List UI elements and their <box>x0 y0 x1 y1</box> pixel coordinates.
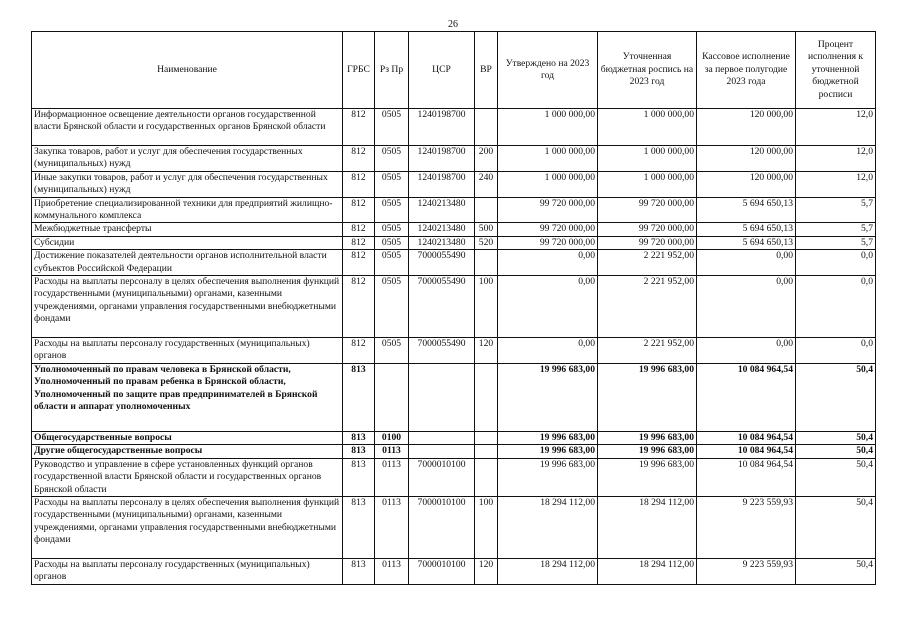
cell-refined: 2 221 952,00 <box>598 250 697 276</box>
cell-name: Расходы на выплаты персоналу в целях обеспечения выполнения функций государственными (муниципальными) органами, казенными учреждениями, органами управления государственными внебюджетными фондами <box>32 276 343 338</box>
cell-grbs: 812 <box>343 250 375 276</box>
cell-csr: 7000010100 <box>409 496 475 558</box>
cell-refined: 19 996 683,00 <box>598 458 697 496</box>
table-row <box>32 109 876 146</box>
cell-name: Руководство и управление в сфере установленных функций органов государственной власти Брянской области и государственных органов Брянской области <box>32 458 343 496</box>
cell-approved: 0,00 <box>498 338 598 364</box>
cell-percent: 50,4 <box>796 558 876 584</box>
cell-percent: 50,4 <box>796 445 876 458</box>
cell-refined: 2 221 952,00 <box>598 338 697 364</box>
cell-vr: 200 <box>475 146 498 172</box>
cell-cash: 9 223 559,93 <box>697 558 796 584</box>
table-row <box>32 496 876 558</box>
cell-percent: 0,0 <box>796 250 876 276</box>
table-row <box>32 445 876 458</box>
cell-cash: 10 084 964,54 <box>697 458 796 496</box>
cell-csr <box>409 363 475 431</box>
cell-percent: 0,0 <box>796 338 876 364</box>
table-row <box>32 458 876 496</box>
cell-rzpr: 0505 <box>375 250 409 276</box>
cell-approved: 1 000 000,00 <box>498 171 598 197</box>
cell-csr: 1240198700 <box>409 146 475 172</box>
cell-approved: 18 294 112,00 <box>498 496 598 558</box>
cell-grbs: 812 <box>343 197 375 223</box>
cell-percent: 12,0 <box>796 109 876 146</box>
header-grbs: ГРБС <box>343 32 375 109</box>
cell-percent: 50,4 <box>796 458 876 496</box>
cell-cash: 120 000,00 <box>697 146 796 172</box>
header-name: Наименование <box>32 32 343 109</box>
cell-name: Расходы на выплаты персоналу в целях обеспечения выполнения функций государственными (муниципальными) органами, казенными учреждениями, органами управления государственными внебюджетными фондами <box>32 496 343 558</box>
cell-approved: 19 996 683,00 <box>498 431 598 444</box>
cell-vr: 100 <box>475 496 498 558</box>
cell-rzpr: 0505 <box>375 171 409 197</box>
cell-rzpr: 0113 <box>375 558 409 584</box>
cell-csr: 7000010100 <box>409 558 475 584</box>
table-row <box>32 363 876 431</box>
cell-approved: 18 294 112,00 <box>498 558 598 584</box>
cell-percent: 5,7 <box>796 236 876 249</box>
cell-name: Субсидии <box>32 236 343 249</box>
cell-vr: 520 <box>475 236 498 249</box>
cell-rzpr: 0113 <box>375 458 409 496</box>
cell-name: Межбюджетные трансферты <box>32 223 343 236</box>
cell-approved: 0,00 <box>498 250 598 276</box>
cell-cash: 0,00 <box>697 250 796 276</box>
table-row <box>32 250 876 276</box>
cell-grbs: 813 <box>343 445 375 458</box>
cell-vr <box>475 250 498 276</box>
cell-cash: 5 694 650,13 <box>697 197 796 223</box>
cell-approved: 19 996 683,00 <box>498 363 598 431</box>
cell-rzpr: 0113 <box>375 496 409 558</box>
cell-percent: 12,0 <box>796 171 876 197</box>
cell-csr <box>409 431 475 444</box>
cell-rzpr: 0505 <box>375 236 409 249</box>
cell-vr <box>475 109 498 146</box>
cell-rzpr: 0100 <box>375 431 409 444</box>
cell-refined: 2 221 952,00 <box>598 276 697 338</box>
cell-approved: 1 000 000,00 <box>498 109 598 146</box>
cell-name: Информационное освещение деятельности органов государственной власти Брянской области и государственных органов Брянской области <box>32 109 343 146</box>
cell-refined: 18 294 112,00 <box>598 496 697 558</box>
cell-approved: 1 000 000,00 <box>498 146 598 172</box>
cell-cash: 10 084 964,54 <box>697 363 796 431</box>
table-row <box>32 197 876 223</box>
cell-percent: 50,4 <box>796 363 876 431</box>
cell-name: Общегосударственные вопросы <box>32 431 343 444</box>
cell-vr <box>475 197 498 223</box>
cell-vr: 500 <box>475 223 498 236</box>
cell-rzpr <box>375 363 409 431</box>
cell-csr: 1240213480 <box>409 236 475 249</box>
cell-approved: 99 720 000,00 <box>498 197 598 223</box>
cell-vr: 120 <box>475 338 498 364</box>
cell-csr: 1240198700 <box>409 171 475 197</box>
cell-name: Приобретение специализированной техники для предприятий жилищно-коммунального комплекса <box>32 197 343 223</box>
cell-cash: 0,00 <box>697 276 796 338</box>
header-percent: Процент исполнения к уточненной бюджетной росписи <box>796 32 876 109</box>
table-row <box>32 558 876 584</box>
cell-grbs: 812 <box>343 338 375 364</box>
cell-cash: 10 084 964,54 <box>697 445 796 458</box>
cell-name: Закупка товаров, работ и услуг для обеспечения государственных (муниципальных) нужд <box>32 146 343 172</box>
header-row <box>32 32 876 109</box>
cell-approved: 0,00 <box>498 276 598 338</box>
table-row <box>32 146 876 172</box>
cell-grbs: 812 <box>343 109 375 146</box>
cell-grbs: 813 <box>343 458 375 496</box>
table-row <box>32 171 876 197</box>
cell-vr <box>475 458 498 496</box>
cell-name: Расходы на выплаты персоналу государственных (муниципальных) органов <box>32 338 343 364</box>
cell-percent: 0,0 <box>796 276 876 338</box>
table-row <box>32 236 876 249</box>
header-cash: Кассовое исполнение за первое полугодие 2023 года <box>697 32 796 109</box>
cell-percent: 5,7 <box>796 197 876 223</box>
cell-cash: 120 000,00 <box>697 171 796 197</box>
cell-cash: 120 000,00 <box>697 109 796 146</box>
cell-vr: 240 <box>475 171 498 197</box>
cell-grbs: 812 <box>343 276 375 338</box>
cell-refined: 99 720 000,00 <box>598 223 697 236</box>
cell-name: Иные закупки товаров, работ и услуг для обеспечения государственных (муниципальных) нужд <box>32 171 343 197</box>
cell-refined: 99 720 000,00 <box>598 236 697 249</box>
cell-csr: 7000055490 <box>409 338 475 364</box>
header-vr: ВР <box>475 32 498 109</box>
cell-name: Достижение показателей деятельности органов исполнительной власти субъектов Российской Федерации <box>32 250 343 276</box>
cell-name: Уполномоченный по правам человека в Брянской области, Уполномоченный по правам ребенка в Брянской области, Уполномоченный по защите прав предпринимателей в Брянской области и аппарат уполномоченных <box>32 363 343 431</box>
cell-rzpr: 0113 <box>375 445 409 458</box>
cell-cash: 10 084 964,54 <box>697 431 796 444</box>
cell-cash: 9 223 559,93 <box>697 496 796 558</box>
cell-cash: 5 694 650,13 <box>697 236 796 249</box>
cell-refined: 1 000 000,00 <box>598 109 697 146</box>
cell-percent: 50,4 <box>796 496 876 558</box>
cell-cash: 0,00 <box>697 338 796 364</box>
cell-vr <box>475 363 498 431</box>
header-rzpr: Рз Пр <box>375 32 409 109</box>
cell-csr: 7000055490 <box>409 250 475 276</box>
cell-name: Расходы на выплаты персоналу государственных (муниципальных) органов <box>32 558 343 584</box>
cell-rzpr: 0505 <box>375 276 409 338</box>
table-row <box>32 276 876 338</box>
header-csr: ЦСР <box>409 32 475 109</box>
cell-grbs: 812 <box>343 236 375 249</box>
cell-rzpr: 0505 <box>375 197 409 223</box>
header-approved: Утверждено на 2023 год <box>498 32 598 109</box>
cell-vr: 120 <box>475 558 498 584</box>
table-row <box>32 431 876 444</box>
cell-rzpr: 0505 <box>375 223 409 236</box>
cell-refined: 19 996 683,00 <box>598 363 697 431</box>
cell-csr: 7000010100 <box>409 458 475 496</box>
page-number: 26 <box>448 19 458 30</box>
cell-rzpr: 0505 <box>375 146 409 172</box>
cell-grbs: 813 <box>343 558 375 584</box>
budget-execution-table <box>31 31 876 585</box>
cell-percent: 50,4 <box>796 431 876 444</box>
cell-refined: 18 294 112,00 <box>598 558 697 584</box>
cell-refined: 1 000 000,00 <box>598 146 697 172</box>
table-row <box>32 338 876 364</box>
cell-name: Другие общегосударственные вопросы <box>32 445 343 458</box>
cell-approved: 19 996 683,00 <box>498 458 598 496</box>
cell-percent: 12,0 <box>796 146 876 172</box>
cell-percent: 5,7 <box>796 223 876 236</box>
cell-grbs: 813 <box>343 363 375 431</box>
cell-refined: 1 000 000,00 <box>598 171 697 197</box>
cell-csr: 1240213480 <box>409 223 475 236</box>
cell-cash: 5 694 650,13 <box>697 223 796 236</box>
cell-refined: 99 720 000,00 <box>598 197 697 223</box>
cell-approved: 99 720 000,00 <box>498 223 598 236</box>
cell-rzpr: 0505 <box>375 338 409 364</box>
cell-vr <box>475 445 498 458</box>
cell-grbs: 813 <box>343 431 375 444</box>
cell-refined: 19 996 683,00 <box>598 445 697 458</box>
cell-refined: 19 996 683,00 <box>598 431 697 444</box>
cell-vr: 100 <box>475 276 498 338</box>
table-row <box>32 223 876 236</box>
cell-approved: 99 720 000,00 <box>498 236 598 249</box>
cell-csr: 1240213480 <box>409 197 475 223</box>
cell-approved: 19 996 683,00 <box>498 445 598 458</box>
cell-csr <box>409 445 475 458</box>
header-refined: Уточненная бюджетная роспись на 2023 год <box>598 32 697 109</box>
cell-grbs: 813 <box>343 496 375 558</box>
cell-grbs: 812 <box>343 223 375 236</box>
cell-grbs: 812 <box>343 171 375 197</box>
cell-csr: 7000055490 <box>409 276 475 338</box>
cell-vr <box>475 431 498 444</box>
cell-rzpr: 0505 <box>375 109 409 146</box>
cell-csr: 1240198700 <box>409 109 475 146</box>
cell-grbs: 812 <box>343 146 375 172</box>
